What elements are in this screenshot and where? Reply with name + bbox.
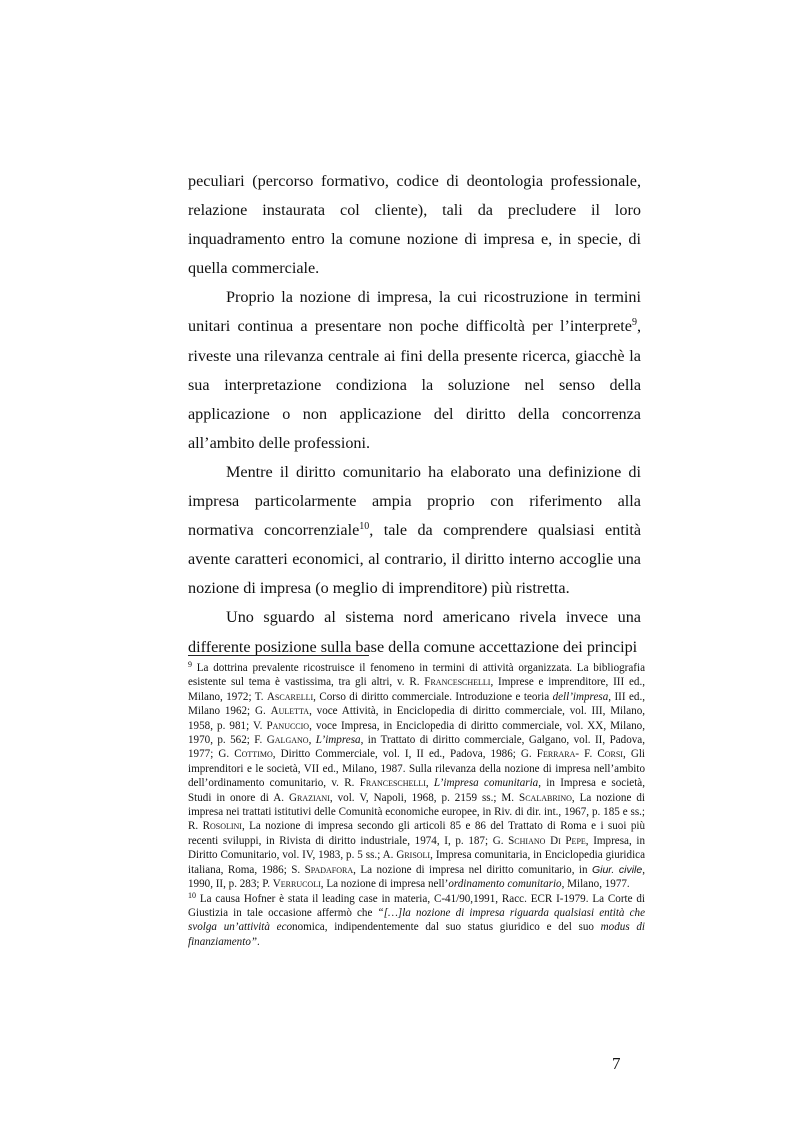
footnote-text-run: , vol. V, Napoli, 1968, p. 2159 ss.; M. (329, 791, 520, 804)
footnote-9 (188, 661, 645, 892)
footnote-text-run: , (425, 777, 434, 790)
paragraph-4: Uno sguardo al sistema nord americano rivela invece una differente posizione sulla base della comune accettazione dei principi (188, 608, 641, 656)
footnote-text-run: modus di finanziamento” (188, 921, 646, 948)
footnote-text-run: Rosolini (202, 820, 242, 833)
footnote-text-run: Galgano (266, 734, 309, 747)
footnote-ref-10[interactable]: 10 (359, 521, 370, 533)
footnote-text-run: “[…]la nozione di impresa riguarda qualsiasi entità che svolga un’attività eco (188, 906, 645, 934)
footnote-text-run: , in Impresa e società, Studi in onore di A. (188, 777, 645, 804)
paragraph-2-text-a: Proprio la nozione di impresa, la cui ricostruzione in termini unitari continua a presentare non poche difficoltà per l’interprete (188, 288, 641, 336)
footnote-number: 10 (188, 890, 196, 900)
footnote-text-run: Franceschelli (359, 777, 426, 790)
footnote-text-run: Franceschelli (424, 676, 491, 689)
paragraph-3-text-b: , tale da comprendere qualsiasi entità avente caratteri economici, al contrario, il diritto interno accoglie una nozione di impresa (o meglio di imprenditore) più ristretta. (188, 521, 642, 598)
footnote-text-run: , in Trattato di diritto commerciale, Galgano, vol. II, Padova, 1977; G. (188, 734, 646, 761)
page-number: 7 (612, 1054, 621, 1073)
footnote-text-run: , Impresa comunitaria, in Enciclopedia giuridica italiana, Roma, 1986; S. (188, 849, 645, 876)
footnote-text-run: , 1990, II, p. 283; P. (188, 863, 645, 891)
footnote-text-run: , Corso di diritto commerciale. Introduzione e teoria (313, 690, 553, 703)
footnote-separator (188, 655, 369, 656)
footnote-text-run: , (308, 734, 316, 747)
footnote-text-run: La causa Hofner è stata il leading case in materia, C-41/90,1991, Racc. ECR I-1979. La Corte di Giustizia in tale occasione affermò che (188, 892, 645, 919)
footnote-text-run: , La nozione di impresa nel diritto comunitario, in (353, 863, 592, 876)
paragraph-2-text-b: , riveste una rilevanza centrale ai fini della presente ricerca, giacchè la sua interpretazione condiziona la soluzione nel senso della applicazione o non applicazione del diritto della concorrenza all’ambito delle professioni. (188, 317, 641, 452)
footnote-text-run: dell’impresa (552, 690, 609, 703)
body-text (188, 167, 641, 662)
footnote-text-run: La dottrina prevalente ricostruisce il fenomeno in termini di attività organizzata. La bibliografia esistente sul tema è vastissima, tra gli altri, v. R. (188, 662, 645, 689)
footnote-text-run: , voce Impresa, in Enciclopedia di diritto commerciale, vol. XX, Milano, 1970, p. 562; F. (188, 719, 645, 747)
paragraph-3 (188, 458, 641, 603)
footnote-text-run: Giur. civile (591, 863, 643, 876)
footnote-text-run: - F. (575, 748, 598, 761)
footnote-text-run: Cottimo (234, 748, 273, 761)
footnote-text-run: , Diritto Commerciale, vol. I, II ed., Padova, 1986; G. (272, 748, 537, 761)
footnote-text-run: Verrucoli (272, 878, 321, 891)
footnote-text-run: Scalabrino (519, 791, 572, 804)
footnote-text-run: Auletta (270, 705, 310, 718)
footnotes (188, 661, 645, 949)
footnote-10 (188, 892, 645, 950)
footnote-text-run: Graziani (288, 791, 330, 804)
footnote-text-run: , La nozione di impresa nei trattati istitutivi delle Comunità economiche europee, in Riv. di dir. int., 1967, p. 185 e ss.; R. (188, 791, 645, 833)
footnote-text-run: . (257, 935, 260, 948)
footnote-ref-9[interactable]: 9 (631, 317, 637, 329)
footnote-text-run: , La nozione di impresa nell’ (320, 878, 449, 891)
paragraph-2 (188, 283, 641, 458)
footnote-text-run: Ascarelli (266, 690, 314, 703)
footnote-text-run: , Milano, 1977. (561, 878, 630, 891)
footnote-text-run: Ferrara (536, 748, 576, 761)
footnote-text-run: ordinamento comunitario (448, 878, 562, 891)
footnote-text-run: , III ed., Milano 1962; G. (188, 690, 645, 718)
footnote-text-run: L’impresa (315, 734, 361, 747)
footnote-text-run: Schiano Di Pepe (508, 834, 586, 847)
footnote-text-run: Grisoli (396, 849, 431, 862)
paragraph-3-text-a: Mentre il diritto comunitario ha elaborato una definizione di impresa particolarmente ampia proprio con riferimento alla normativa concorrenziale (188, 462, 641, 540)
footnote-number: 9 (188, 660, 192, 669)
footnote-text-run: , Gli imprenditori e le società, VII ed., Milano, 1987. Sulla rilevanza della nozione di impresa nell’ambito dell’ordinamento comunitario, v. R. (188, 748, 646, 790)
footnote-text-run: , Impresa, in Diritto Comunitario, vol. IV, 1983, p. 5 ss.; A. (188, 834, 645, 862)
footnote-text-run: Spadafora (304, 863, 354, 876)
paragraph-1: peculiari (percorso formativo, codice di deontologia professionale, relazione instaurata col cliente), tali da precludere il loro inquadramento entro la comune nozione di impresa e, in specie, di quella commerciale. (188, 172, 641, 278)
footnote-text-run: , La nozione di impresa secondo gli articoli 85 e 86 del Trattato di Roma e i suoi più recenti sviluppi, in Rivista di diritto industriale, 1974, I, p. 187; G. (188, 820, 645, 847)
footnote-text-run: L’impresa comunitaria (433, 777, 539, 790)
footnote-text-run: nomica, indipendentemente dal suo status giuridico e del suo (292, 921, 601, 934)
footnote-text-run: Corsi (597, 748, 623, 761)
footnote-text-run: , Imprese e imprenditore, III ed., Milano, 1972; T. (188, 676, 645, 703)
footnote-text-run: , voce Attività, in Enciclopedia di diritto commerciale, vol. III, Milano, 1958, p. 981; V. (188, 705, 646, 732)
footnote-text-run: Panuccio (266, 719, 310, 732)
